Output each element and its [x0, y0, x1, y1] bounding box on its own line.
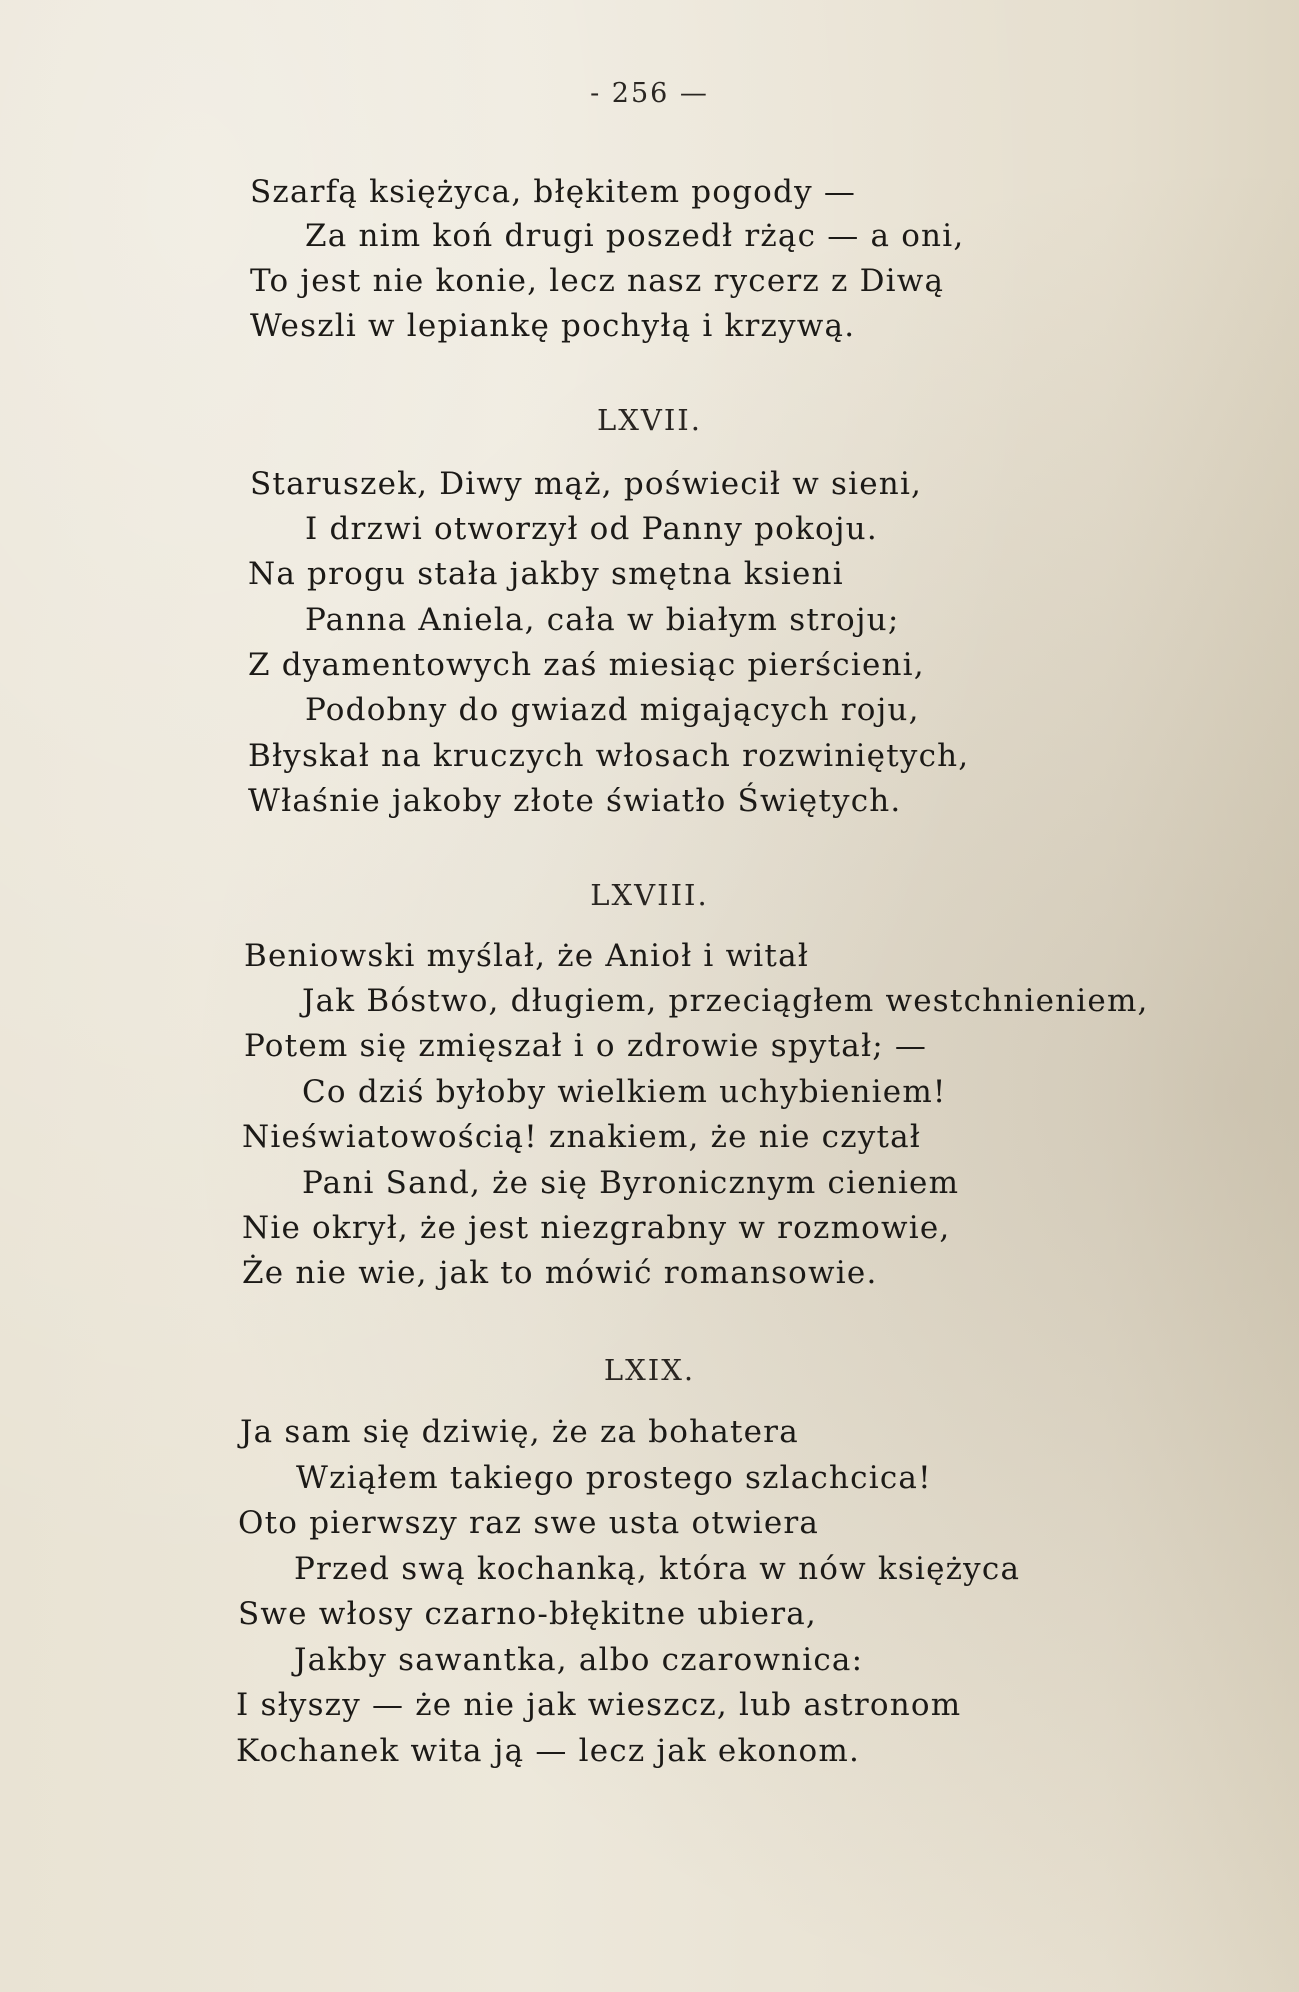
verse-line: Panna Aniela, cała w białym stroju; [305, 602, 900, 638]
verse-line: Błyskał na kruczych włosach rozwiniętych, [248, 738, 970, 774]
verse-line: Beniowski myślał, że Anioł i witał [244, 938, 810, 974]
verse-line: Pani Sand, że się Byronicznym cieniem [302, 1165, 960, 1201]
verse-line: Potem się zmięszał i o zdrowie spytał; — [244, 1028, 928, 1064]
verse-line: Wziąłem takiego prostego szlachcica! [296, 1460, 932, 1496]
verse-line: Staruszek, Diwy mąż, poświecił w sieni, [250, 466, 923, 502]
verse-line: Właśnie jakoby złote światło Świętych. [248, 783, 902, 819]
verse-line: Swe włosy czarno-błękitne ubiera, [238, 1596, 817, 1632]
verse-line: Za nim koń drugi poszedł rżąc — a oni, [305, 218, 965, 254]
verse-line: Jak Bóstwo, długiem, przeciągłem westchnieniem, [302, 983, 1149, 1019]
page-number: - 256 — [590, 78, 709, 109]
verse-line: Na progu stała jakby smętna ksieni [248, 556, 844, 592]
verse-line: I drzwi otworzył od Panny pokoju. [305, 511, 878, 547]
verse-line: Przed swą kochanką, która w nów księżyca [294, 1551, 1021, 1587]
verse-line: To jest nie konie, lecz nasz rycerz z Diwą [250, 263, 945, 299]
verse-line: Podobny do gwiazd migających roju, [305, 692, 920, 728]
verse-line: Że nie wie, jak to mówić romansowie. [242, 1255, 878, 1291]
stanza-numeral: LXIX. [603, 1353, 696, 1387]
verse-line: Ja sam się dziwię, że za bohatera [240, 1414, 799, 1450]
stanza-numeral: LXVIII. [590, 878, 709, 912]
verse-line: Nieświatowością! znakiem, że nie czytał [242, 1119, 922, 1155]
verse-line: Nie okrył, że jest niezgrabny w rozmowie, [242, 1210, 951, 1246]
verse-line: Co dziś byłoby wielkiem uchybieniem! [302, 1074, 947, 1110]
verse-line: I słyszy — że nie jak wieszcz, lub astronom [236, 1687, 962, 1723]
stanza-numeral: LXVII. [597, 403, 702, 437]
verse-line: Oto pierwszy raz swe usta otwiera [238, 1505, 820, 1541]
verse-line: Weszli w lepiankę pochyłą i krzywą. [250, 308, 856, 344]
verse-line: Z dyamentowych zaś miesiąc pierścieni, [248, 647, 925, 683]
verse-line: Jakby sawantka, albo czarownica: [294, 1642, 864, 1678]
verse-line: Szarfą księżyca, błękitem pogody — [250, 174, 857, 210]
verse-line: Kochanek wita ją — lecz jak ekonom. [236, 1733, 861, 1769]
